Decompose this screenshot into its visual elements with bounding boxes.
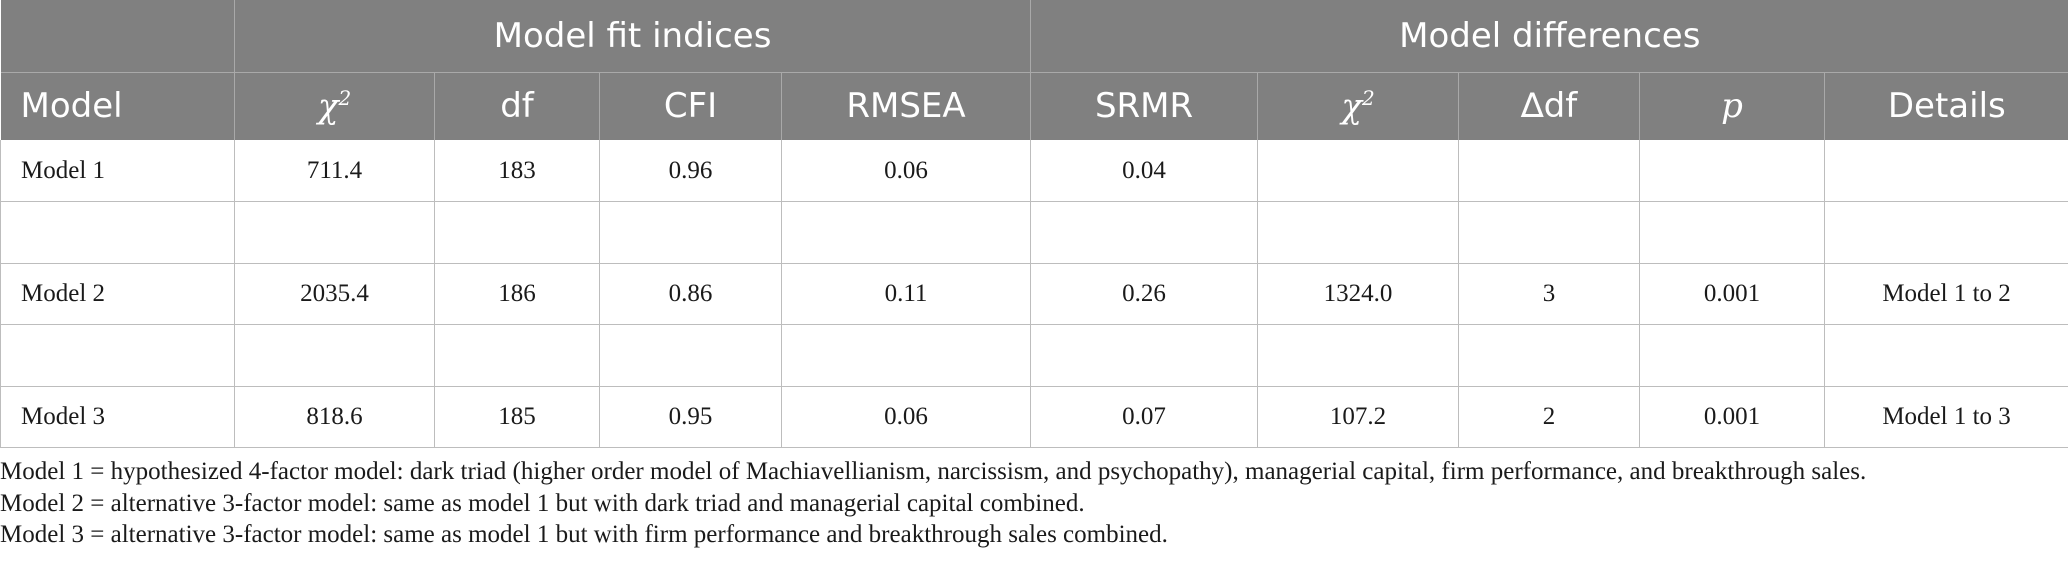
note-model-1: Model 1 = hypothesized 4-factor model: dark triad (higher order model of Machiavellianism, narcissism, and psychopathy), managerial capital, firm performance, and breakthrough sales. (0, 458, 1867, 485)
cell-chi2: 711.4 (235, 140, 435, 202)
cell-df (435, 325, 600, 387)
cell-model (1, 202, 235, 264)
cell-delta-df (1459, 140, 1640, 202)
cell-delta-df: 3 (1459, 263, 1640, 325)
cell-df: 186 (435, 263, 600, 325)
chi-symbol: χ (317, 86, 339, 127)
col-header-rmsea: RMSEA (782, 72, 1031, 140)
cell-cfi: 0.96 (600, 140, 782, 202)
note-model-3: Model 3 = alternative 3-factor model: same as model 1 but with firm performance and breakthrough sales combined. (0, 521, 1168, 548)
cell-cfi: 0.95 (600, 386, 782, 448)
cell-rmsea: 0.06 (782, 140, 1031, 202)
group-header-fit: Model fit indices (235, 0, 1031, 72)
cell-delta-chi2 (1258, 140, 1459, 202)
table-row (1, 140, 2068, 202)
delta-chi-symbol: χ (1341, 86, 1362, 127)
column-header-row (1, 72, 2068, 140)
cell-chi2 (235, 202, 435, 264)
cell-chi2: 818.6 (235, 386, 435, 448)
cell-df: 183 (435, 140, 600, 202)
cell-delta-chi2: 1324.0 (1258, 263, 1459, 325)
cell-p (1640, 325, 1825, 387)
group-header-row (1, 0, 2068, 72)
col-header-delta-df: ∆df (1459, 72, 1640, 140)
table-row-spacer (1, 202, 2068, 264)
col-header-details: Details (1825, 72, 2068, 140)
cell-model: Model 2 (1, 263, 235, 325)
col-header-delta-chi2 (1258, 72, 1459, 140)
group-header-blank (1, 0, 235, 72)
cell-cfi: 0.86 (600, 263, 782, 325)
cell-details: Model 1 to 2 (1825, 263, 2068, 325)
cell-srmr: 0.26 (1031, 263, 1258, 325)
cell-model: Model 1 (1, 140, 235, 202)
note-model-2: Model 2 = alternative 3-factor model: same as model 1 but with dark triad and managerial capital combined. (0, 489, 1085, 517)
delta-chi-superscript: 2 (1361, 86, 1375, 111)
cell-p (1640, 140, 1825, 202)
cell-delta-df (1459, 202, 1640, 264)
cell-p (1640, 202, 1825, 264)
group-header-diff: Model differences (1031, 0, 2068, 72)
cell-df: 185 (435, 386, 600, 448)
cell-chi2: 2035.4 (235, 263, 435, 325)
cell-details: Model 1 to 3 (1825, 386, 2068, 448)
cell-cfi (600, 325, 782, 387)
table-notes (0, 456, 2068, 551)
cell-rmsea: 0.06 (782, 386, 1031, 448)
cell-details (1825, 140, 2068, 202)
cell-srmr: 0.07 (1031, 386, 1258, 448)
col-header-chi2 (235, 72, 435, 140)
col-header-srmr: SRMR (1031, 72, 1258, 140)
table-row (1, 386, 2068, 448)
cell-model: Model 3 (1, 386, 235, 448)
cell-delta-chi2: 107.2 (1258, 386, 1459, 448)
cell-srmr: 0.04 (1031, 140, 1258, 202)
p-symbol: p (1721, 86, 1743, 127)
cell-details (1825, 325, 2068, 387)
cell-rmsea: 0.11 (782, 263, 1031, 325)
cell-rmsea (782, 325, 1031, 387)
chi-superscript: 2 (338, 86, 352, 111)
table-row (1, 263, 2068, 325)
cell-delta-df (1459, 325, 1640, 387)
cell-delta-df: 2 (1459, 386, 1640, 448)
cell-model (1, 325, 235, 387)
cell-chi2 (235, 325, 435, 387)
cell-cfi (600, 202, 782, 264)
cell-srmr (1031, 325, 1258, 387)
col-header-p (1640, 72, 1825, 140)
col-header-model: Model (1, 72, 235, 140)
cell-p: 0.001 (1640, 386, 1825, 448)
cell-srmr (1031, 202, 1258, 264)
cell-p: 0.001 (1640, 263, 1825, 325)
cell-delta-chi2 (1258, 202, 1459, 264)
cell-df (435, 202, 600, 264)
cell-delta-chi2 (1258, 325, 1459, 387)
col-header-df: df (435, 72, 600, 140)
table-row-spacer (1, 325, 2068, 387)
cell-details (1825, 202, 2068, 264)
col-header-cfi: CFI (600, 72, 782, 140)
cell-rmsea (782, 202, 1031, 264)
